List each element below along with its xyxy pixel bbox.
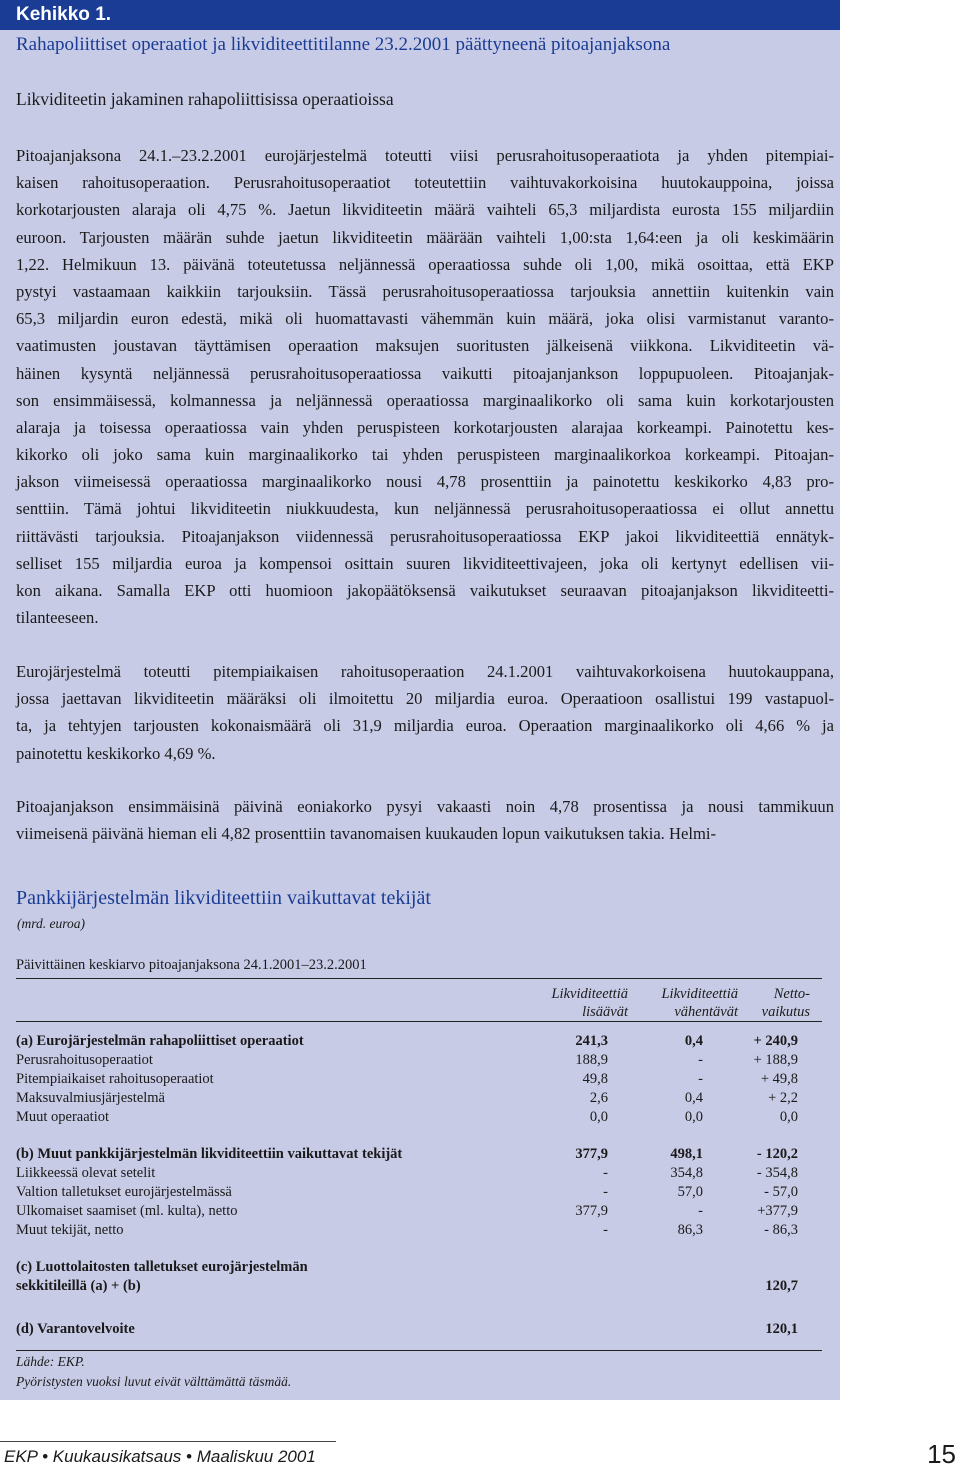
table-row: [16, 1222, 822, 1241]
cell-decrease: -: [698, 1052, 703, 1068]
text-line: senttiin. Tämä johtui likviditeetin niukkuudesta, kun neljännessä perusrahoitusoperaatiossa ei ollut annettu: [16, 499, 834, 519]
cell-net: + 188,9: [753, 1052, 798, 1068]
text-line: ta, ja tehtyjen tarjousten kokonaismäärä oli 31,9 miljardia euroa. Operaation marginaalikorko oli 4,66 % ja: [16, 716, 834, 736]
row-label: Perusrahoitusoperaatiot: [16, 1052, 153, 1068]
table-period: Päivittäinen keskiarvo pitoajanjaksona 24.1.2001–23.2.2001: [16, 957, 367, 973]
text-line: korkotarjousten alaraja oli 4,75 %. Jaetun likviditeetin määrä vaihteli 65,3 miljardista eurosta 155 miljardiin: [16, 200, 834, 220]
table-row: [16, 1090, 822, 1109]
row-label: Muut tekijät, netto: [16, 1222, 124, 1238]
col-head-increase: [551, 985, 628, 1021]
table-header-rule: [16, 1021, 822, 1022]
table-row: [16, 1146, 822, 1165]
text-line: riittävästi tarjouksia. Pitoajanjakson viidennessä perusrahoitusoperaatiossa EKP jakoi likviditeettiä ennätyk-: [16, 526, 834, 546]
table-bottom-rule: [16, 1350, 822, 1351]
table-row-c: [16, 1259, 822, 1278]
col-head-decrease: [661, 985, 738, 1021]
text-line: euroon. Tarjousten määrän suhde jaetun likviditeetin määrään vaihteli 1,00:sta 1,64:een ja oli keskimäärin: [16, 227, 834, 247]
table-unit: (mrd. euroa): [17, 916, 85, 931]
text-line: kaisen rahoitusoperaation. Perusrahoitusoperaatiot toteutettiin vaihtuvakorkoisina huutokauppoina, joissa: [16, 173, 834, 193]
col-head-net-line1: Netto-: [773, 986, 810, 1002]
table-row-c-cont: [16, 1278, 822, 1297]
col-head-increase-line2: lisäävät: [582, 1004, 628, 1020]
cell-decrease: 0,4: [684, 1090, 703, 1106]
cell-decrease: 86,3: [677, 1222, 703, 1238]
cell-decrease: -: [698, 1071, 703, 1087]
row-c-net: 120,7: [765, 1278, 798, 1294]
row-label: Ulkomaiset saamiset (ml. kulta), netto: [16, 1203, 238, 1219]
text-line: kon aikana. Samalla EKP otti huomioon jakopäätöksensä vaikutukset seuraavan pitoajanjakson likviditeetti-: [16, 581, 834, 600]
cell-increase: -: [603, 1165, 608, 1181]
cell-decrease: 354,8: [670, 1165, 703, 1181]
row-d-label: (d) Varantovelvoite: [16, 1321, 135, 1337]
row-c-label-1: (c) Luottolaitosten talletukset eurojärjestelmän: [16, 1259, 308, 1275]
cell-decrease: 0,0: [684, 1109, 703, 1125]
cell-net: + 49,8: [760, 1071, 798, 1087]
footer-publication: EKP • Kuukausikatsaus • Maaliskuu 2001: [4, 1447, 316, 1466]
text-line: kikorko oli joko sama kuin marginaalikorko tai yhden peruspisteen marginaalikorkoa korkeampi. Pitoajan-: [16, 445, 834, 465]
cell-decrease: -: [698, 1203, 703, 1219]
paragraph-3: [16, 793, 834, 847]
row-label: Pitempiaikaiset rahoitusoperaatiot: [16, 1071, 214, 1087]
cell-increase: 49,8: [582, 1071, 608, 1087]
cell-increase: 241,3: [575, 1033, 608, 1049]
text-line: pystyi vastaamaan kaikkiin tarjouksiin. Tässä perusrahoitusoperaatiossa tarjouksia annettiin kuitenkin vain: [16, 281, 834, 301]
text-line: painotettu keskikorko 4,69 %.: [16, 743, 216, 763]
box-subtitle: Likviditeetin jakaminen rahapoliittisissa operaatioissa: [16, 89, 394, 109]
row-c-label-2: sekkitileillä (a) + (b): [16, 1278, 141, 1294]
box-title: Rahapoliittiset operaatiot ja likviditeettitilanne 23.2.2001 päättyneenä pitoajanjaksona: [16, 34, 671, 55]
table-row: [16, 1165, 822, 1184]
row-label: Valtion talletukset eurojärjestelmässä: [16, 1184, 232, 1200]
text-line: vaatimusten joustavan täyttämisen operaation maksujen suoritusten jälkeisenä viikkona. Likviditeetin vä-: [16, 336, 834, 356]
cell-net: + 240,9: [753, 1033, 798, 1049]
row-d-net: 120,1: [765, 1321, 798, 1337]
paragraph-1: [16, 142, 834, 631]
text-line: alaraja ja toisessa operaatiossa vain yhden peruspisteen korkotarjousten alarajaa korkeampi. Painotettu kes-: [16, 417, 834, 437]
text-line: Pitoajanjakson ensimmäisinä päivinä eoniakorko pysyi vakaasti noin 4,78 prosentissa ja nousi tammikuun: [16, 797, 834, 816]
box-header: Kehikko 1.: [16, 4, 112, 25]
table-row: [16, 1052, 822, 1071]
text-line: selliset 155 miljardia euroa ja kompensoi osittain suuren likviditeettivajeen, joka oli kertynyt edellisen vii-: [16, 553, 834, 573]
cell-increase: -: [603, 1184, 608, 1200]
table-title: Pankkijärjestelmän likviditeettiin vaikuttavat tekijät: [16, 887, 431, 909]
text-line: Pitoajanjaksona 24.1.–23.2.2001 eurojärjestelmä toteutti viisi perusrahoitusoperaatiota ja yhden pitempiai-: [16, 146, 834, 165]
text-line: jossa jaettavan likviditeetin määräksi oli ilmoitettu 20 miljardia euroa. Operaatioon osallistui 199 vastapuol-: [16, 689, 834, 709]
text-line: 65,3 miljardin euron edestä, mikä oli huomattavasti vähemmän kuin määrä, joka olisi varmistanut varanto-: [16, 309, 834, 329]
cell-increase: 377,9: [575, 1203, 608, 1219]
col-head-increase-line1: Likviditeettiä: [551, 986, 628, 1002]
table-row: [16, 1184, 822, 1203]
col-head-net-line2: vaikutus: [761, 1004, 810, 1020]
table-row: [16, 1071, 822, 1090]
row-label: Maksuvalmiusjärjestelmä: [16, 1090, 165, 1106]
cell-net: + 2,2: [768, 1090, 798, 1106]
table-row: [16, 1033, 822, 1052]
table-row: [16, 1109, 822, 1128]
cell-decrease: 498,1: [670, 1146, 703, 1162]
table-note: Pyöristysten vuoksi luvut eivät välttämättä täsmää.: [16, 1374, 292, 1389]
row-label: Liikkeessä olevat setelit: [16, 1165, 156, 1181]
col-head-net: [762, 985, 810, 1021]
cell-decrease: 0,4: [684, 1033, 703, 1049]
footer-rule: [0, 1441, 336, 1442]
cell-increase: -: [603, 1222, 608, 1238]
row-label: (a) Eurojärjestelmän rahapoliittiset operaatiot: [16, 1033, 304, 1049]
table-top-rule: [16, 978, 822, 979]
cell-increase: 377,9: [575, 1146, 608, 1162]
cell-increase: 2,6: [589, 1090, 608, 1106]
row-label: Muut operaatiot: [16, 1109, 110, 1125]
cell-decrease: 57,0: [677, 1184, 703, 1200]
cell-net: 0,0: [779, 1109, 798, 1125]
cell-net: - 354,8: [756, 1165, 798, 1181]
row-label: (b) Muut pankkijärjestelmän likviditeettiin vaikuttavat tekijät: [16, 1146, 403, 1162]
text-line: häinen kysyntä neljännessä perusrahoitusoperaatiossa vaikutti pitoajanjankson loppupuoleen. Pitoajanjak-: [16, 363, 834, 383]
text-line: Eurojärjestelmä toteutti pitempiaikaisen rahoitusoperaation 24.1.2001 vaihtuvakorkoisena huutokauppana,: [16, 662, 834, 681]
cell-net: +377,9: [757, 1203, 798, 1219]
table-row-d: [16, 1321, 822, 1340]
table-row: [16, 1203, 822, 1222]
paragraph-2: [16, 658, 834, 767]
text-line: viimeisenä päivänä hieman eli 4,82 prosenttiin tavanomaisen kuukauden lopun vaikutuksen takia. Helmi-: [16, 824, 716, 844]
cell-increase: 0,0: [589, 1109, 608, 1125]
box-header-bar: [0, 0, 840, 30]
cell-net: - 57,0: [764, 1184, 798, 1200]
cell-net: - 86,3: [764, 1222, 798, 1238]
cell-net: - 120,2: [756, 1146, 798, 1162]
col-head-decrease-line1: Likviditeettiä: [661, 986, 738, 1002]
col-head-decrease-line2: vähentävät: [674, 1004, 738, 1020]
page-number: 15: [927, 1439, 956, 1469]
table-source: Lähde: EKP.: [16, 1354, 85, 1369]
text-line: tilanteeseen.: [16, 608, 99, 628]
text-line: son ensimmäisessä, kolmannessa ja neljännessä operaatiossa marginaalikorko oli sama kuin korkotarjousten: [16, 390, 834, 410]
text-line: jakson viimeisessä operaatiossa marginaalikorko nousi 4,78 prosenttiin ja painotettu keskikorko 4,83 pro-: [16, 472, 834, 492]
text-line: 1,22. Helmikuun 13. päivänä toteutetussa neljännessä operaatiossa suhde oli 1,00, mikä osoittaa, että EKP: [16, 254, 834, 274]
cell-increase: 188,9: [575, 1052, 608, 1068]
